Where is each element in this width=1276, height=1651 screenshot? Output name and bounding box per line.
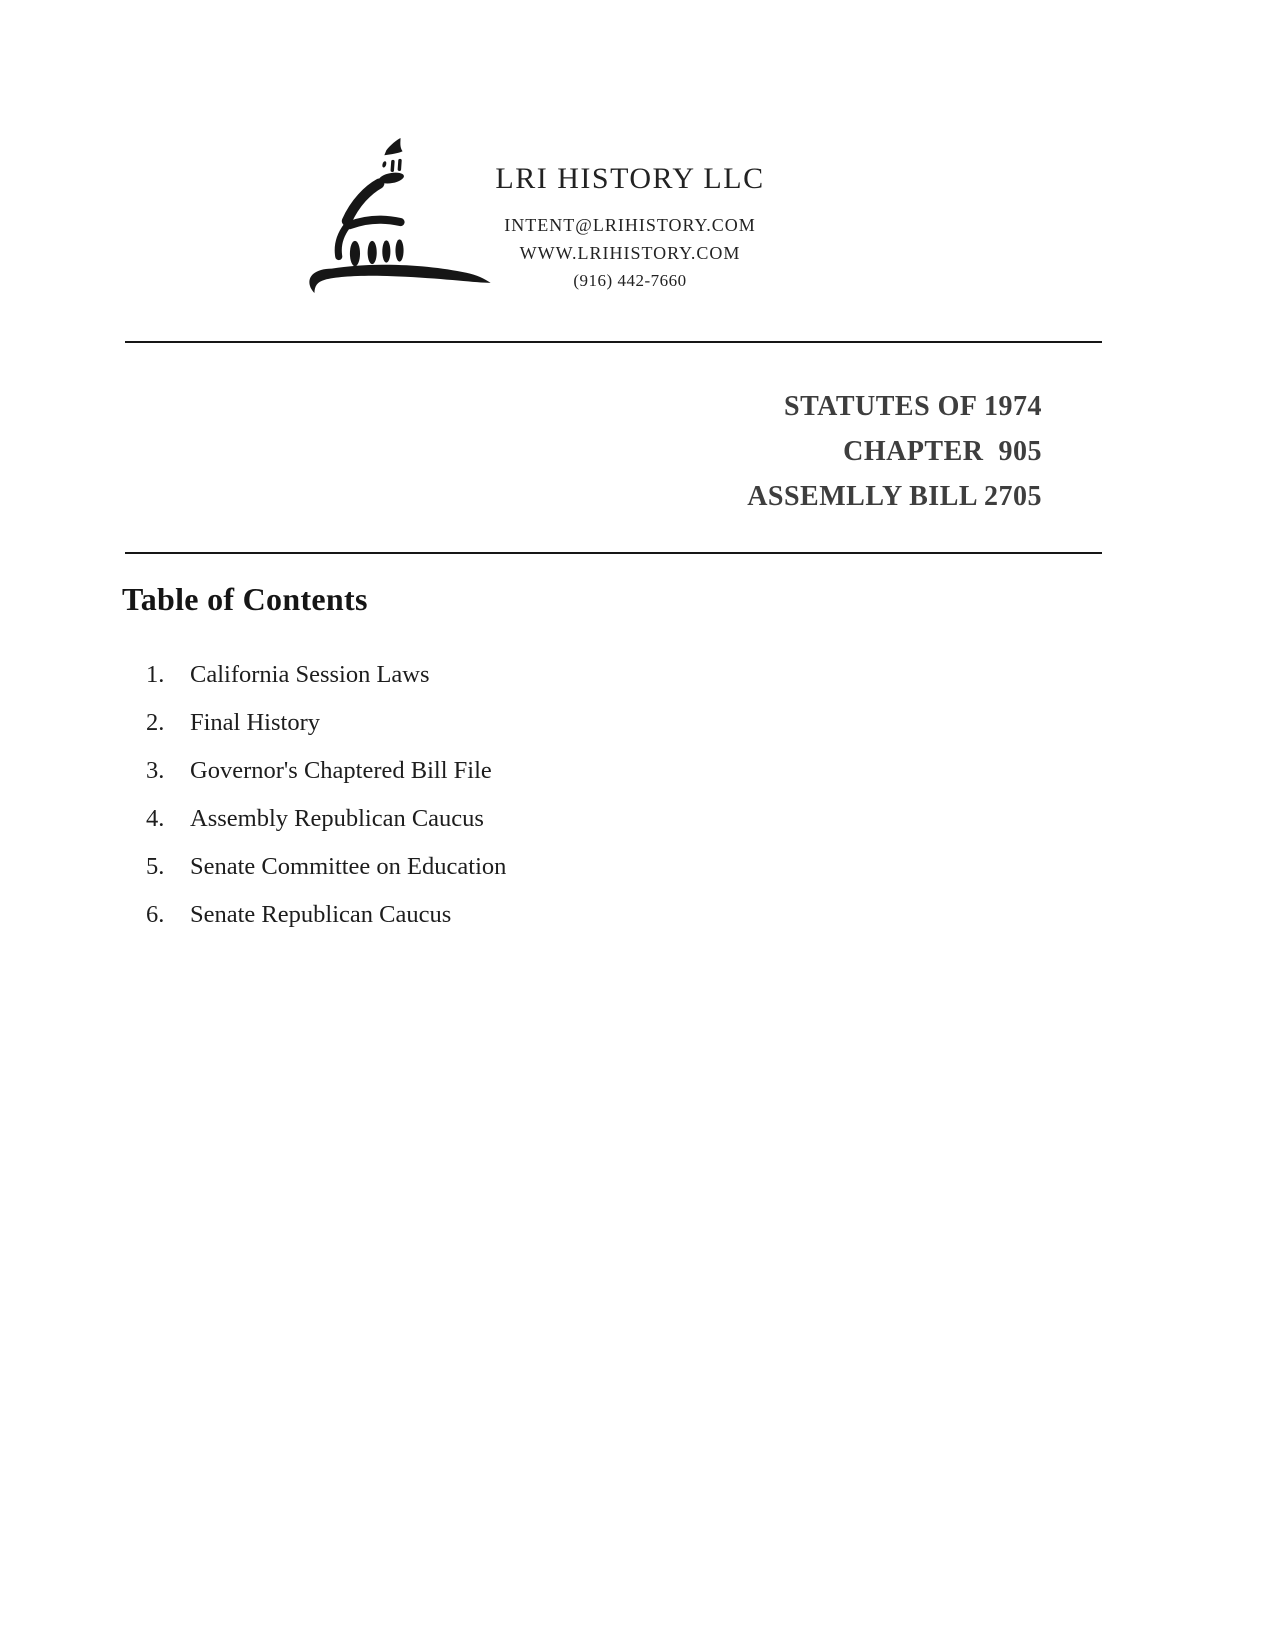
- assembly-bill-line: ASSEMLLY BILL 2705: [747, 481, 1042, 512]
- chapter-line: CHAPTER 905: [843, 436, 1042, 467]
- toc-item-number: 6.: [146, 901, 165, 928]
- toc-heading: Table of Contents: [122, 581, 368, 617]
- section-divider: [125, 552, 1102, 554]
- toc-item-label: California Session Laws: [190, 661, 430, 688]
- bill-title-block: [747, 384, 1042, 519]
- toc-item: [146, 708, 506, 738]
- toc-item-number: 3.: [146, 757, 165, 784]
- header-divider: [125, 341, 1102, 343]
- toc-item-number: 1.: [146, 661, 165, 688]
- company-website: WWW.LRIHISTORY.COM: [519, 243, 741, 263]
- statutes-line: STATUTES OF 1974: [784, 391, 1042, 422]
- toc-item-number: 5.: [146, 853, 165, 880]
- toc-item-label: Assembly Republican Caucus: [190, 805, 484, 832]
- toc-item: [146, 852, 506, 882]
- letterhead: [408, 160, 852, 291]
- toc-item-number: 2.: [146, 709, 165, 736]
- toc-item-number: 4.: [146, 805, 165, 832]
- toc-item: [146, 804, 506, 834]
- toc-item-label: Senate Committee on Education: [190, 853, 507, 880]
- company-email: INTENT@LRIHISTORY.COM: [504, 215, 756, 235]
- company-name: LRI HISTORY LLC: [495, 162, 765, 195]
- company-phone: (916) 442-7660: [573, 271, 687, 290]
- toc-item-label: Senate Republican Caucus: [190, 901, 452, 928]
- toc-item: [146, 756, 506, 786]
- toc-item: [146, 900, 506, 930]
- toc-item: [146, 660, 506, 690]
- toc-item-label: Governor's Chaptered Bill File: [190, 757, 492, 784]
- toc-item-label: Final History: [190, 709, 320, 736]
- toc-list: [146, 660, 506, 948]
